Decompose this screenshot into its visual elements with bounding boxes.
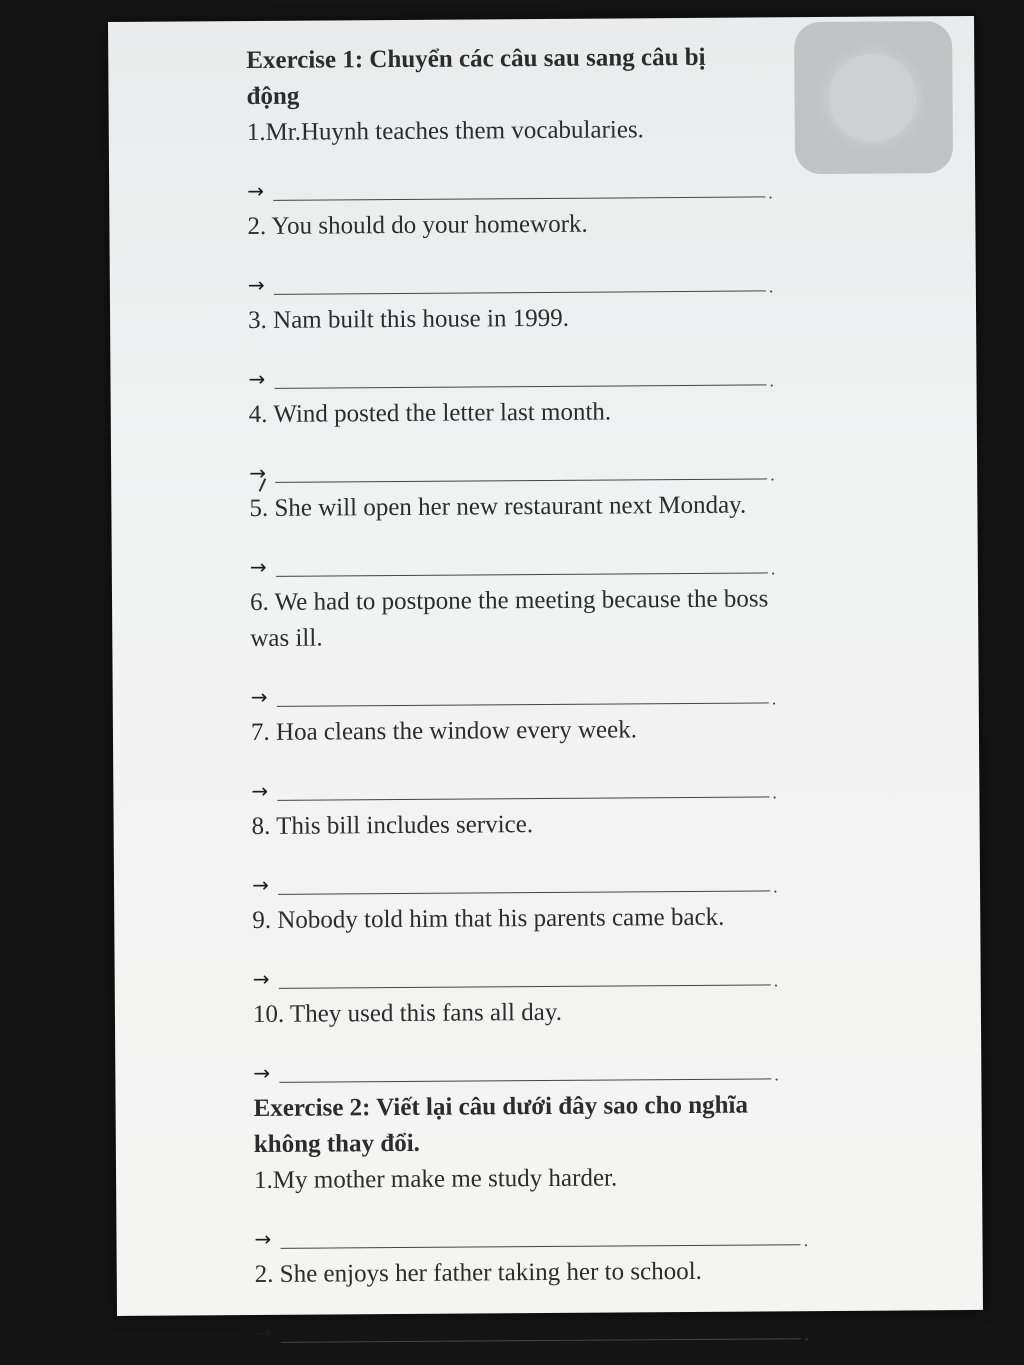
arrow-icon: → [247, 272, 265, 298]
worksheet-page [108, 16, 983, 1346]
full-stop: . [772, 782, 777, 803]
arrow-icon: → [255, 1320, 273, 1346]
blank-line[interactable] [277, 702, 769, 706]
blank-line[interactable] [275, 478, 767, 482]
full-stop: . [803, 1230, 809, 1251]
exercise-2-title-cont: không thay đổi. [253, 1129, 420, 1159]
exercise-2 [253, 1087, 895, 1347]
full-stop: . [770, 558, 776, 579]
question-4: 4. Wind posted the letter last month. [248, 398, 612, 429]
blank-line[interactable] [276, 572, 768, 576]
exercise-1 [246, 39, 893, 1087]
arrow-icon: → [248, 366, 266, 392]
ex2-question-2: 2. She enjoys her father taking her to school. [254, 1257, 702, 1289]
blank-line[interactable] [281, 1338, 801, 1343]
full-stop: . [768, 276, 774, 297]
blank-line[interactable] [281, 1244, 801, 1249]
answer-line-5[interactable] [250, 523, 890, 581]
question-8: 8. This bill includes service. [251, 811, 534, 841]
answer-line-3[interactable] [248, 335, 888, 393]
blank-line[interactable] [277, 796, 769, 800]
arrow-icon: → [249, 460, 267, 486]
answer-line-1[interactable] [247, 147, 887, 205]
blank-line[interactable] [273, 196, 765, 200]
exercise-2-title: Exercise 2: Viết lại câu dưới đây sao cho nghĩa [253, 1091, 749, 1123]
question-6: 6. We had to postpone the meeting because the boss was ill. [249, 585, 769, 653]
exercise-1-title: Exercise 1: Chuyển các câu sau sang câu bị [246, 43, 706, 75]
arrow-icon: → [252, 966, 270, 992]
full-stop: . [773, 970, 779, 991]
arrow-icon: → [251, 778, 269, 804]
answer-line-4[interactable] [249, 429, 889, 487]
ex2-question-1: 1.My mother make me study harder. [253, 1164, 618, 1195]
question-7: 7. Hoa cleans the window every week. [250, 716, 638, 747]
full-stop: . [768, 182, 773, 203]
arrow-icon: → [249, 554, 267, 580]
full-stop: . [774, 1064, 779, 1085]
answer-line-6[interactable] [250, 653, 890, 711]
question-9: 9. Nobody told him that his parents came back. [252, 903, 725, 935]
arrow-icon: → [253, 1060, 271, 1086]
arrow-icon: → [250, 684, 268, 710]
arrow-icon: → [251, 872, 269, 898]
question-1: 1.Mr.Huynh teaches them vocabularies. [246, 116, 644, 147]
answer-line-10[interactable] [253, 1029, 893, 1087]
question-2: 2. You should do your homework. [247, 210, 588, 241]
question-3: 3. Nam built this house in 1999. [247, 304, 570, 335]
full-stop: . [772, 876, 778, 897]
ex2-answer-line-1[interactable] [254, 1195, 894, 1253]
arrow-icon: → [254, 1226, 272, 1252]
worksheet-content [246, 39, 895, 1351]
blank-line[interactable] [274, 290, 766, 294]
blank-line[interactable] [278, 890, 770, 894]
answer-line-8[interactable] [252, 841, 892, 899]
question-5: 5. She will open her new restaurant next Monday. [249, 491, 747, 523]
blank-line[interactable] [275, 384, 767, 388]
question-10: 10. They used this fans all day. [252, 998, 563, 1029]
full-stop: . [804, 1324, 809, 1345]
answer-line-7[interactable] [251, 747, 891, 805]
full-stop: . [769, 370, 775, 391]
arrow-icon: → [247, 178, 265, 204]
answer-line-2[interactable] [248, 241, 888, 299]
answer-line-9[interactable] [252, 935, 892, 993]
ex2-answer-line-2[interactable] [255, 1289, 895, 1347]
blank-line[interactable] [279, 984, 771, 988]
full-stop: . [770, 464, 775, 485]
blank-line[interactable] [279, 1078, 771, 1082]
exercise-1-title-cont: động [246, 82, 300, 111]
full-stop: . [771, 688, 777, 709]
